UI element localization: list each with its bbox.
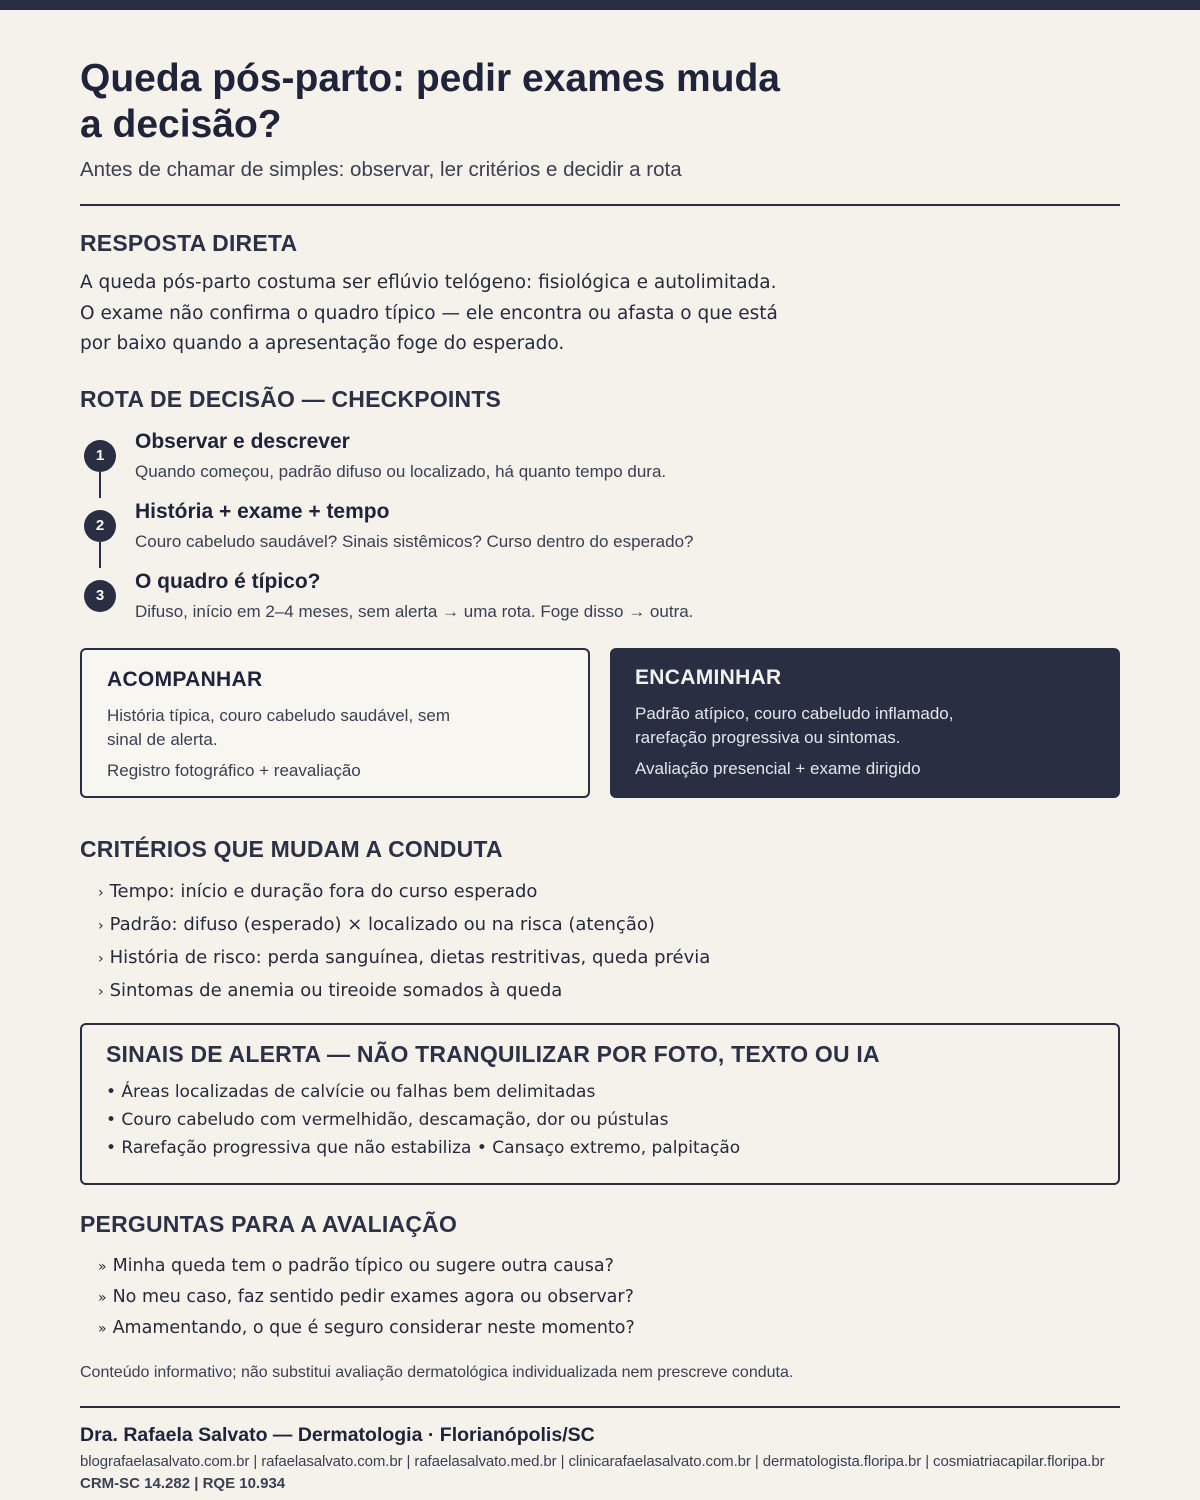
step-description: Couro cabeludo saudável? Sinais sistêmicos? Curso dentro do esperado? (135, 532, 694, 551)
double-chevron-icon: » (98, 1290, 107, 1306)
criteria-heading: CRITÉRIOS QUE MUDAM A CONDUTA (80, 836, 503, 862)
chevron-right-icon: › (98, 918, 104, 934)
list-item: • Rarefação progressiva que não estabiliza • Cansaço extremo, palpitação (106, 1138, 741, 1158)
step-number-badge: 3 (84, 580, 116, 612)
list-item: » No meu caso, faz sentido pedir exames agora ou observar? (98, 1287, 634, 1307)
refer-action: Avaliação presencial + exame dirigido (635, 759, 921, 778)
list-item: » Minha queda tem o padrão típico ou sugere outra causa? (98, 1256, 614, 1276)
step-description: Quando começou, padrão difuso ou localizado, há quanto tempo dura. (135, 462, 667, 481)
list-item: › Tempo: início e duração fora do curso esperado (98, 881, 538, 902)
step-3 (80, 568, 1080, 638)
list-item: » Amamentando, o que é seguro considerar neste momento? (98, 1318, 635, 1338)
double-chevron-icon: » (98, 1321, 107, 1337)
double-chevron-icon: » (98, 1259, 107, 1275)
direct-answer-line: A queda pós-parto costuma ser eflúvio telógeno: fisiológica e autolimitada. (80, 272, 777, 293)
header-divider (80, 204, 1120, 206)
step-1 (80, 428, 1080, 498)
step-description: Difuso, início em 2–4 meses, sem alerta → uma rota. Foge disso → outra. (135, 602, 694, 621)
follow-up-action: Registro fotográfico + reavaliação (107, 761, 361, 780)
step-number-badge: 1 (84, 440, 116, 472)
page-subtitle: Antes de chamar de simples: observar, ler critérios e decidir a rota (80, 158, 682, 181)
direct-answer-text (80, 268, 840, 360)
chevron-right-icon: › (98, 984, 104, 1000)
author-name: Dra. Rafaela Salvato — Dermatologia · Florianópolis/SC (80, 1424, 595, 1446)
questions-list (98, 1251, 635, 1344)
list-item: • Áreas localizadas de calvície ou falhas bem delimitadas (106, 1082, 596, 1102)
chevron-right-icon: › (98, 885, 104, 901)
direct-answer-line: por baixo quando a apresentação foge do esperado. (80, 333, 565, 354)
page-title: Queda pós-parto: pedir exames muda a decisão? (80, 57, 781, 146)
list-item: › Padrão: difuso (esperado) × localizado ou na risca (atenção) (98, 914, 655, 935)
alert-signs-list (106, 1078, 1094, 1162)
step-title: Observar e descrever (135, 430, 350, 453)
direct-answer-heading: RESPOSTA DIRETA (80, 230, 298, 256)
author-websites: blografaelasalvato.com.br | rafaelasalvato.com.br | rafaelasalvato.med.br | clinicarafaelasalvato.com.br | dermatologista.floripa.br | cosmiatriacapilar.floripa.br (80, 1453, 1105, 1470)
top-accent-bar (0, 0, 1200, 10)
questions-heading: PERGUNTAS PARA A AVALIAÇÃO (80, 1211, 458, 1237)
list-item: › História de risco: perda sanguínea, dietas restritivas, queda prévia (98, 947, 711, 968)
refer-description: Padrão atípico, couro cabeludo inflamado, rarefação progressiva ou sintomas. (635, 704, 954, 747)
criteria-list (98, 876, 710, 1008)
follow-up-card (80, 648, 590, 798)
alert-signs-heading: SINAIS DE ALERTA — NÃO TRANQUILIZAR POR FOTO, TEXTO OU IA (106, 1041, 880, 1067)
chevron-right-icon: › (98, 951, 104, 967)
follow-up-description: História típica, couro cabeludo saudável, sem sinal de alerta. (107, 706, 451, 749)
step-number-badge: 2 (84, 510, 116, 542)
step-title: História + exame + tempo (135, 500, 390, 523)
disclaimer: Conteúdo informativo; não substitui avaliação dermatológica individualizada nem prescreve conduta. (80, 1364, 794, 1381)
step-title: O quadro é típico? (135, 570, 321, 593)
list-item: • Couro cabeludo com vermelhidão, descamação, dor ou pústulas (106, 1110, 669, 1130)
author-registration: CRM-SC 14.282 | RQE 10.934 (80, 1475, 286, 1492)
alert-signs-box (80, 1023, 1120, 1185)
refer-card (610, 648, 1120, 798)
follow-up-title: ACOMPANHAR (107, 668, 263, 691)
footer-divider (80, 1406, 1120, 1408)
list-item: › Sintomas de anemia ou tireoide somados à queda (98, 980, 563, 1001)
step-2 (80, 498, 1080, 568)
decision-route-heading: ROTA DE DECISÃO — CHECKPOINTS (80, 386, 502, 412)
refer-title: ENCAMINHAR (635, 666, 782, 689)
direct-answer-line: O exame não confirma o quadro típico — ele encontra ou afasta o que está (80, 302, 778, 324)
